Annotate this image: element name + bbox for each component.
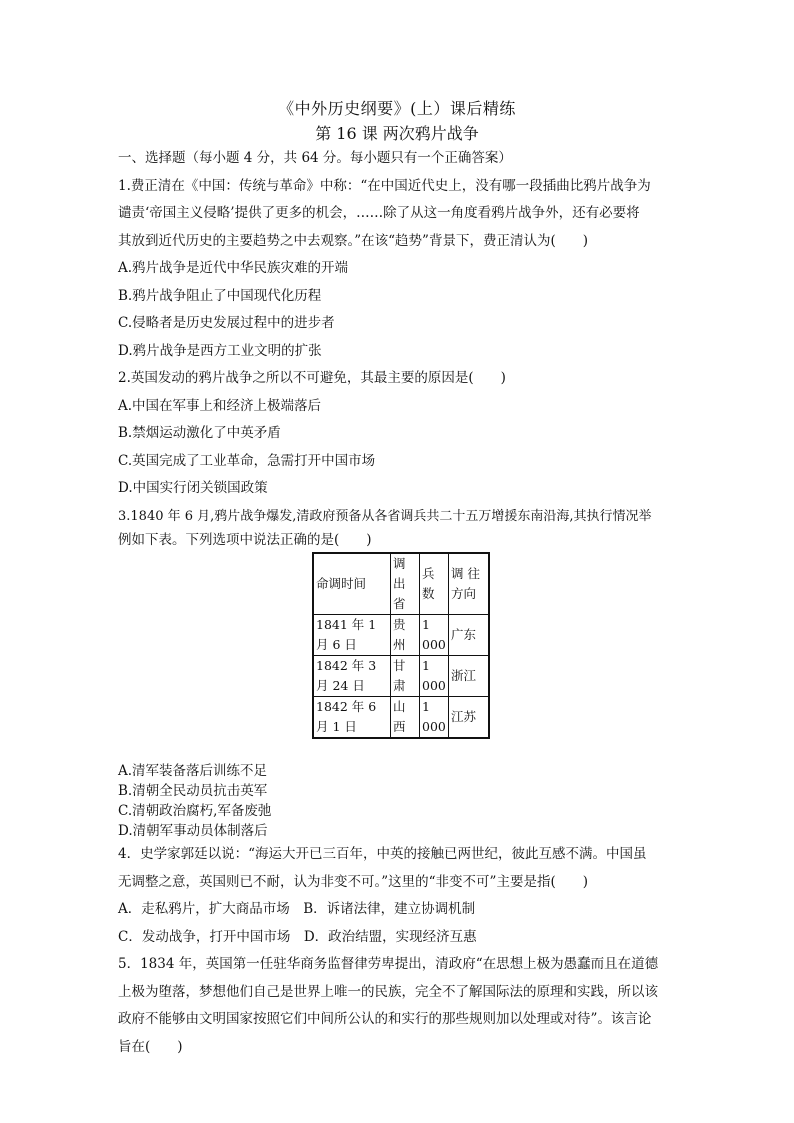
table-header: 兵数 (420, 553, 449, 615)
table-row (313, 697, 489, 739)
question-4-options-cd: C．发动战争，打开中国市场 D．政治结盟，实现经济互惠 (118, 928, 477, 945)
table-cell: 江苏 (449, 697, 490, 739)
table-cell: 甘肃 (391, 656, 420, 697)
table-header: 调 出省 (391, 553, 420, 615)
question-5-line-2: 上极为堕落，梦想他们自己是世界上唯一的民族，完全不了解国际法的原理和实践，所以该 (118, 983, 658, 1000)
troop-table-wrapper (118, 552, 684, 739)
table-cell: 山西 (391, 697, 420, 739)
question-5-line-1: 5．1834 年，英国第一任驻华商务监督律劳卑提出，清政府“在思想上极为愚蠢而且在道德 (118, 956, 659, 972)
question-3-option-d: D.清朝军事动员体制落后 (118, 823, 268, 839)
question-4 (118, 841, 684, 951)
table-cell: 贵州 (391, 615, 420, 656)
question-5-line-4: 旨在( ) (118, 1038, 183, 1055)
question-3-line-2: 例如下表。下列选项中说法正确的是( ) (118, 532, 372, 548)
question-2 (118, 365, 684, 503)
question-1-line-2: 谴责‘帝国主义侵略’提供了更多的机会，……除了从这一角度看鸦片战争外，还有必要将 (118, 205, 640, 221)
table-row (313, 615, 489, 656)
question-2-stem: 2.英国发动的鸦片战争之所以不可避免，其最主要的原因是( ) (118, 370, 506, 386)
question-3-option-a: A.清军装备落后训练不足 (118, 763, 268, 779)
question-4-line-1: 4．史学家郭廷以说：“海运大开已三百年，中英的接触已两世纪，彼此互感不满。中国虽 (118, 846, 647, 862)
question-3-option-c: C.清朝政治腐朽,军备废弛 (118, 803, 272, 819)
table-row (313, 656, 489, 697)
question-4-line-2: 无调整之意，英国则已不耐，认为非变不可。”这里的“非变不可”主要是指( ) (118, 873, 588, 890)
table-cell: 1841 年 1 月 6 日 (313, 615, 391, 656)
question-1-option-c: C.侵略者是历史发展过程中的进步者 (118, 315, 335, 331)
table-header: 命调时间 (313, 553, 391, 615)
question-2-option-b: B.禁烟运动激化了中英矛盾 (118, 425, 281, 441)
question-2-option-c: C.英国完成了工业革命，急需打开中国市场 (118, 452, 376, 469)
table-cell: 1 000 (420, 615, 449, 656)
table-cell: 1 000 (420, 656, 449, 697)
question-1-line-1: 1.费正清在《中国：传统与革命》中称：“在中国近代史上，没有哪一段插曲比鸦片战争为 (118, 177, 651, 194)
table-cell: 1842 年 6 月 1 日 (313, 697, 391, 739)
question-5-line-3: 政府不能够由文明国家按照它们中间所公认的和实行的那些规则加以处理或对待”。该言论 (118, 1011, 652, 1027)
document-body (118, 145, 684, 1061)
question-4-options-ab: A．走私鸦片，扩大商品市场 B．诉诸法律，建立协调机制 (118, 901, 476, 917)
table-header: 调 往方向 (449, 553, 490, 615)
question-3-line-1: 3.1840 年 6 月,鸦片战争爆发,清政府预备从各省调兵共二十五万增援东南沿海,其执行情况举 (118, 508, 652, 524)
table-header-row (313, 553, 489, 615)
troop-table (312, 552, 490, 739)
table-cell: 广东 (449, 615, 490, 656)
section-heading: 一、选择题（每小题 4 分，共 64 分。每小题只有一个正确答案） (118, 150, 512, 166)
question-1 (118, 173, 684, 366)
question-1-option-d: D.鸦片战争是西方工业文明的扩张 (118, 342, 322, 359)
table-cell: 1 000 (420, 697, 449, 739)
question-1-option-a: A.鸦片战争是近代中华民族灾难的开端 (118, 260, 349, 276)
question-2-option-a: A.中国在军事上和经济上极端落后 (118, 397, 322, 414)
question-3 (118, 503, 684, 842)
question-1-line-3: 其放到近代历史的主要趋势之中去观察。”在该“趋势”背景下，费正清认为( ) (118, 232, 588, 249)
lesson-title: 第 16 课 两次鸦片战争 (315, 124, 479, 143)
table-cell: 1842 年 3 月 24 日 (313, 656, 391, 697)
table-cell: 浙江 (449, 656, 490, 697)
question-3-option-b: B.清朝全民动员抗击英军 (118, 783, 268, 799)
question-2-option-d: D.中国实行闭关锁国政策 (118, 480, 268, 496)
question-1-option-b: B.鸦片战争阻止了中国现代化历程 (118, 287, 322, 304)
document-title: 《中外历史纲要》(上）课后精练 (278, 99, 516, 118)
question-5 (118, 951, 684, 1061)
